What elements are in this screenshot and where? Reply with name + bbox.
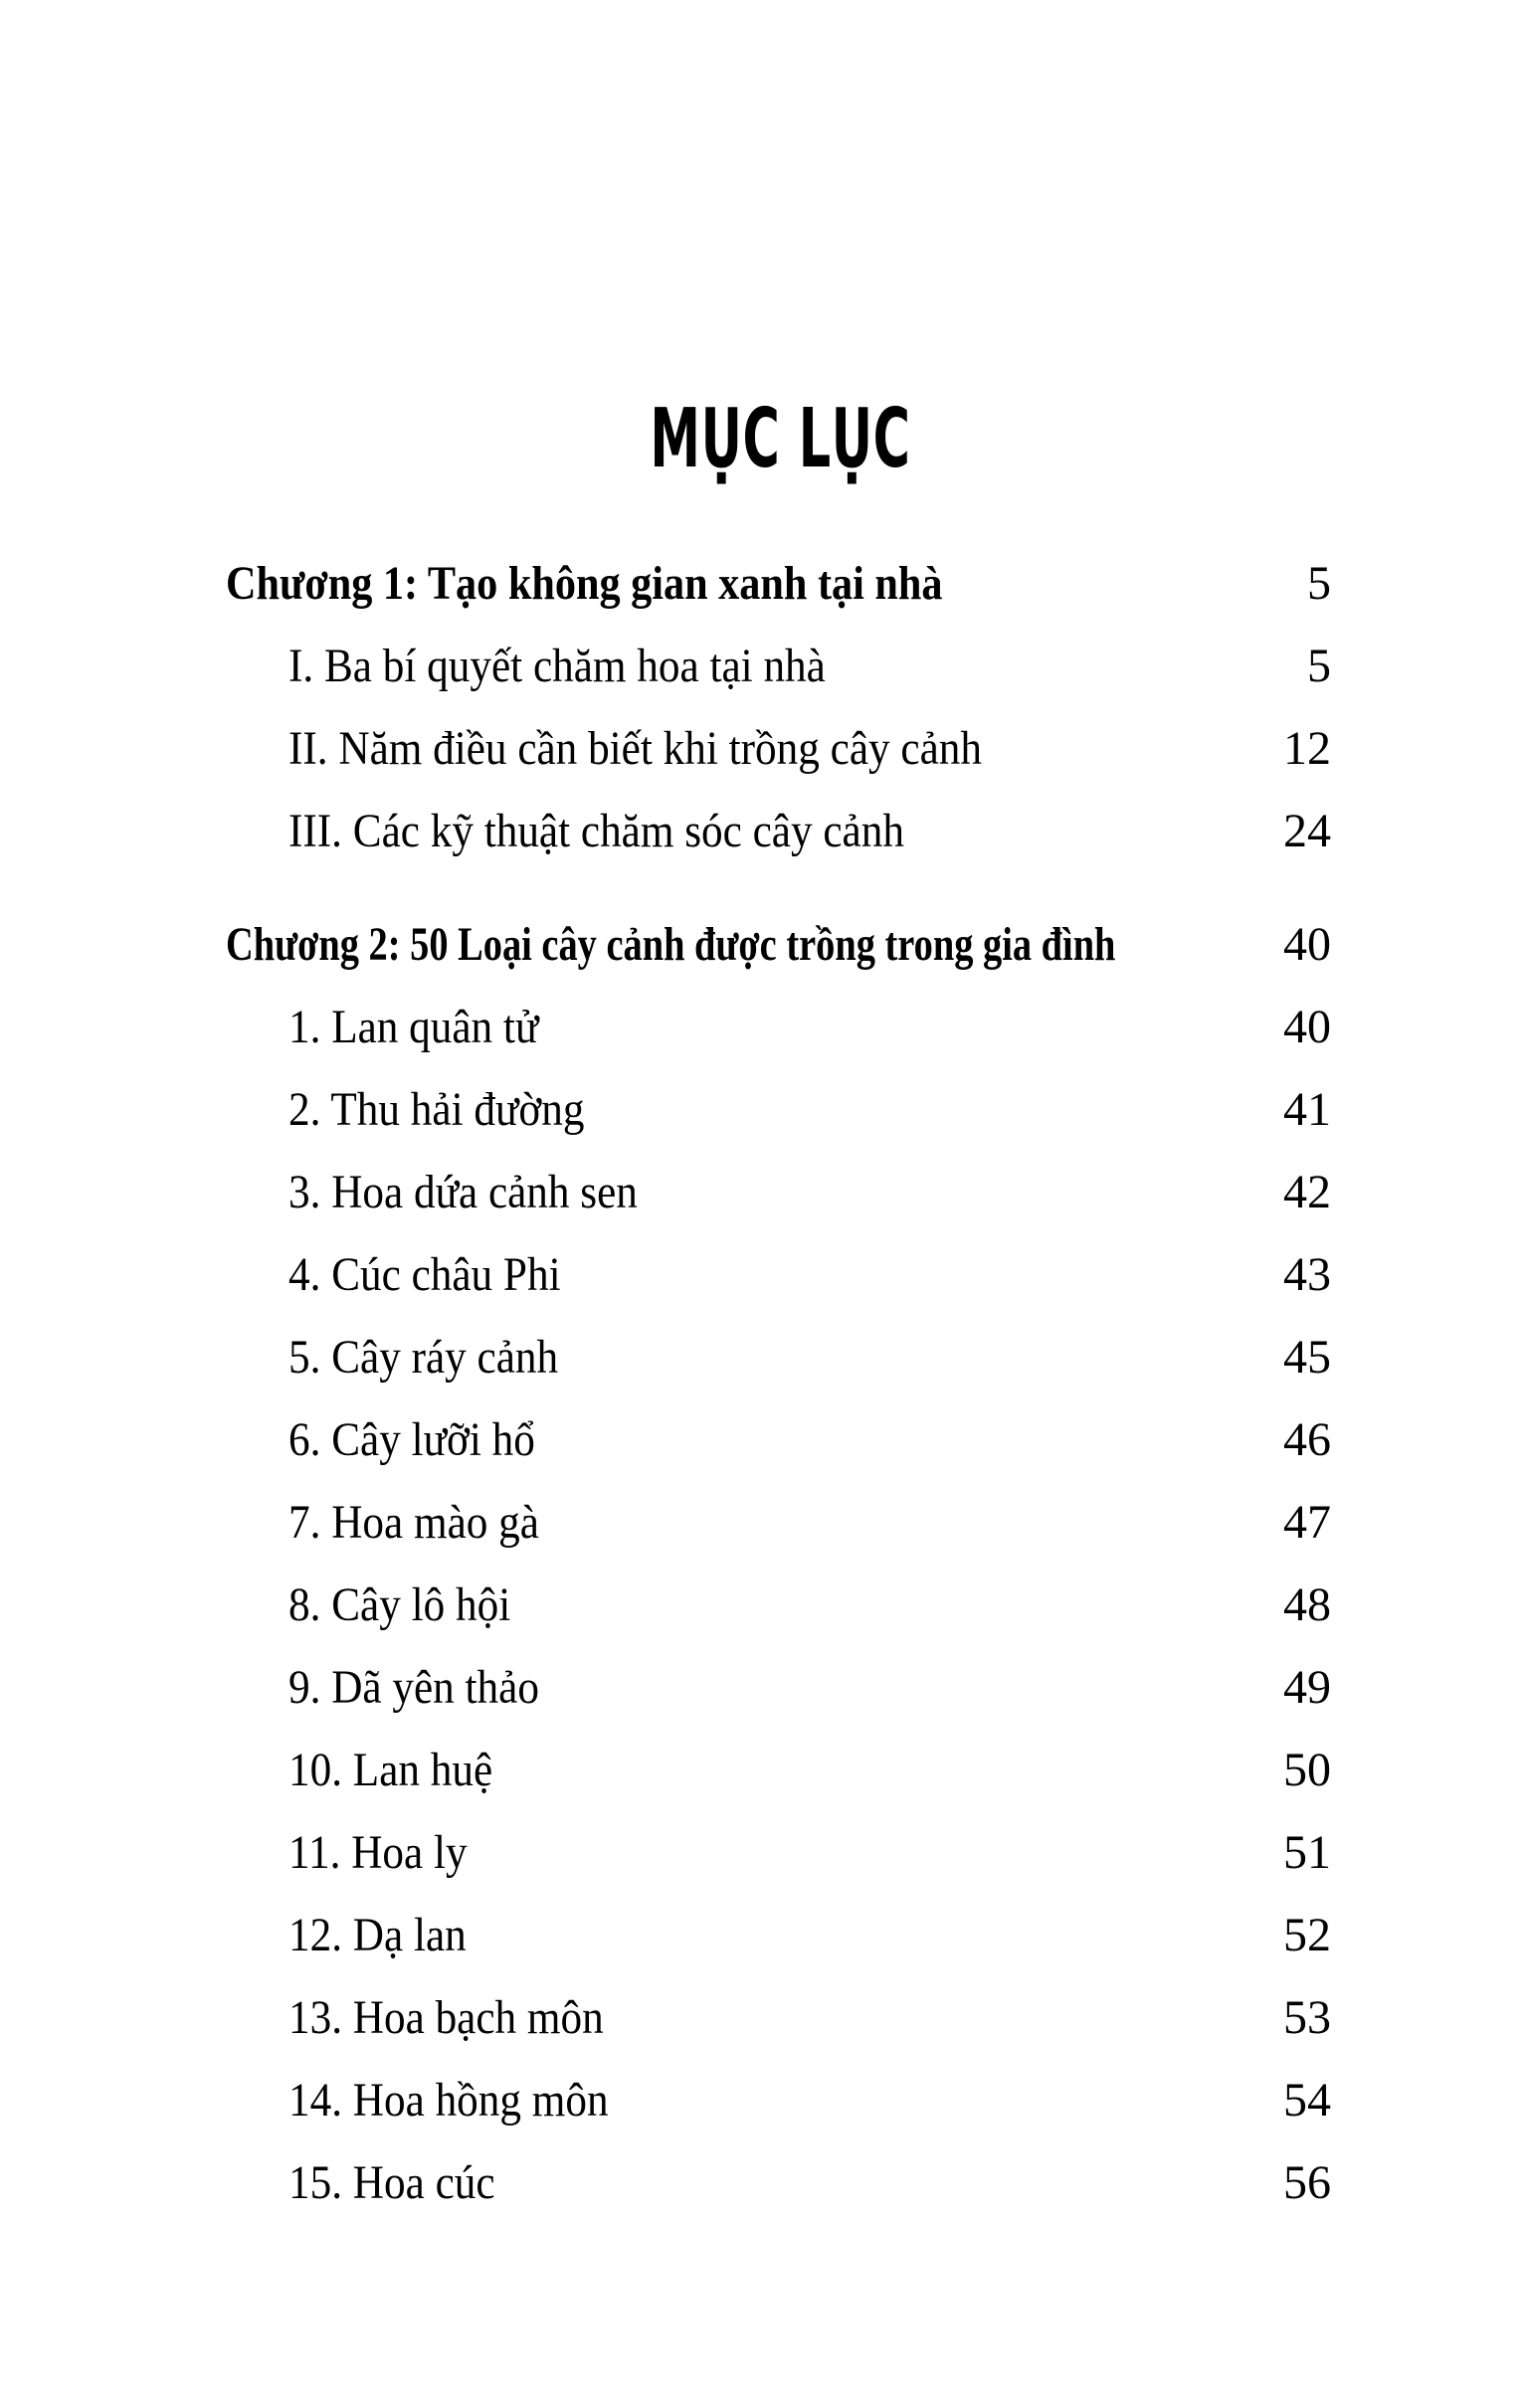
toc-entry-page-number: 49 [1283, 1661, 1331, 1714]
toc-entry[interactable] [226, 790, 1331, 872]
toc-entry-label: 12. Dạ lan [288, 1909, 467, 1961]
toc-entry-label: 6. Cây lưỡi hổ [288, 1413, 535, 1466]
toc-entry-label: 9. Dã yên thảo [288, 1661, 539, 1714]
toc-entry-page-number: 56 [1283, 2156, 1331, 2209]
toc-entry-page-number: 48 [1283, 1578, 1331, 1631]
toc-entry[interactable] [226, 707, 1331, 790]
toc-section-heading[interactable] [226, 542, 1331, 625]
toc-entry-label: 2. Thu hải đường [288, 1083, 585, 1136]
toc-entry-page-number: 5 [1307, 557, 1331, 610]
toc-entry-page-number: 50 [1283, 1744, 1331, 1796]
table-of-contents [226, 542, 1331, 2224]
page-title: MỤC LỤC [650, 392, 911, 486]
toc-entry-label: II. Năm điều cần biết khi trồng cây cảnh [288, 722, 982, 775]
toc-entry-page-number: 45 [1283, 1331, 1331, 1384]
toc-entry-label: 1. Lan quân tử [288, 1001, 539, 1053]
toc-entry[interactable] [226, 1564, 1331, 1646]
toc-entry-label: 14. Hoa hồng môn [288, 2074, 609, 2127]
toc-entry[interactable] [226, 1729, 1331, 1811]
toc-entry[interactable] [226, 1233, 1331, 1316]
toc-entry[interactable] [226, 2141, 1331, 2224]
toc-entry-label: 13. Hoa bạch môn [288, 1991, 604, 2044]
toc-entry-page-number: 12 [1283, 722, 1331, 775]
toc-entry-label: Chương 1: Tạo không gian xanh tại nhà [226, 557, 943, 610]
toc-entry-page-number: 51 [1283, 1826, 1331, 1879]
toc-entry-label: III. Các kỹ thuật chăm sóc cây cảnh [288, 805, 904, 857]
toc-entry-page-number: 46 [1283, 1413, 1331, 1466]
toc-entry-label: 10. Lan huệ [288, 1744, 493, 1796]
toc-entry[interactable] [226, 625, 1331, 707]
toc-entry-label: 11. Hoa ly [288, 1826, 468, 1879]
toc-entry-label: 5. Cây ráy cảnh [288, 1331, 559, 1384]
toc-entry[interactable] [226, 986, 1331, 1068]
toc-entry-page-number: 40 [1283, 1001, 1331, 1053]
toc-entry[interactable] [226, 2059, 1331, 2141]
toc-entry-page-number: 40 [1283, 918, 1331, 971]
toc-entry[interactable] [226, 1976, 1331, 2059]
toc-entry[interactable] [226, 1316, 1331, 1398]
toc-entry-label: 4. Cúc châu Phi [288, 1248, 561, 1301]
toc-entry[interactable] [226, 1894, 1331, 1976]
page-title-band [0, 392, 1527, 503]
toc-entry[interactable] [226, 1646, 1331, 1729]
toc-section-chapter-1 [226, 542, 1331, 872]
toc-entry[interactable] [226, 1481, 1331, 1564]
toc-entry-label: Chương 2: 50 Loại cây cảnh được trồng trong gia đình [226, 918, 1116, 971]
toc-section-heading[interactable] [226, 903, 1331, 986]
toc-entry-label: I. Ba bí quyết chăm hoa tại nhà [288, 640, 826, 692]
toc-entry-label: 15. Hoa cúc [288, 2156, 495, 2209]
toc-entry-page-number: 41 [1283, 1083, 1331, 1136]
toc-section-chapter-2 [226, 903, 1331, 2224]
toc-entry-page-number: 42 [1283, 1166, 1331, 1218]
toc-entry[interactable] [226, 1151, 1331, 1233]
toc-entry-page-number: 47 [1283, 1496, 1331, 1549]
toc-entry-page-number: 5 [1307, 640, 1331, 692]
toc-entry-label: 7. Hoa mào gà [288, 1496, 539, 1549]
toc-entry-page-number: 54 [1283, 2074, 1331, 2127]
toc-entry-page-number: 43 [1283, 1248, 1331, 1301]
toc-entry[interactable] [226, 1068, 1331, 1151]
toc-entry-label: 3. Hoa dứa cảnh sen [288, 1166, 638, 1218]
toc-entry-page-number: 24 [1283, 805, 1331, 857]
toc-entry[interactable] [226, 1398, 1331, 1481]
toc-entry-page-number: 53 [1283, 1991, 1331, 2044]
toc-entry-page-number: 52 [1283, 1909, 1331, 1961]
toc-entry[interactable] [226, 1811, 1331, 1894]
toc-entry-label: 8. Cây lô hội [288, 1578, 511, 1631]
